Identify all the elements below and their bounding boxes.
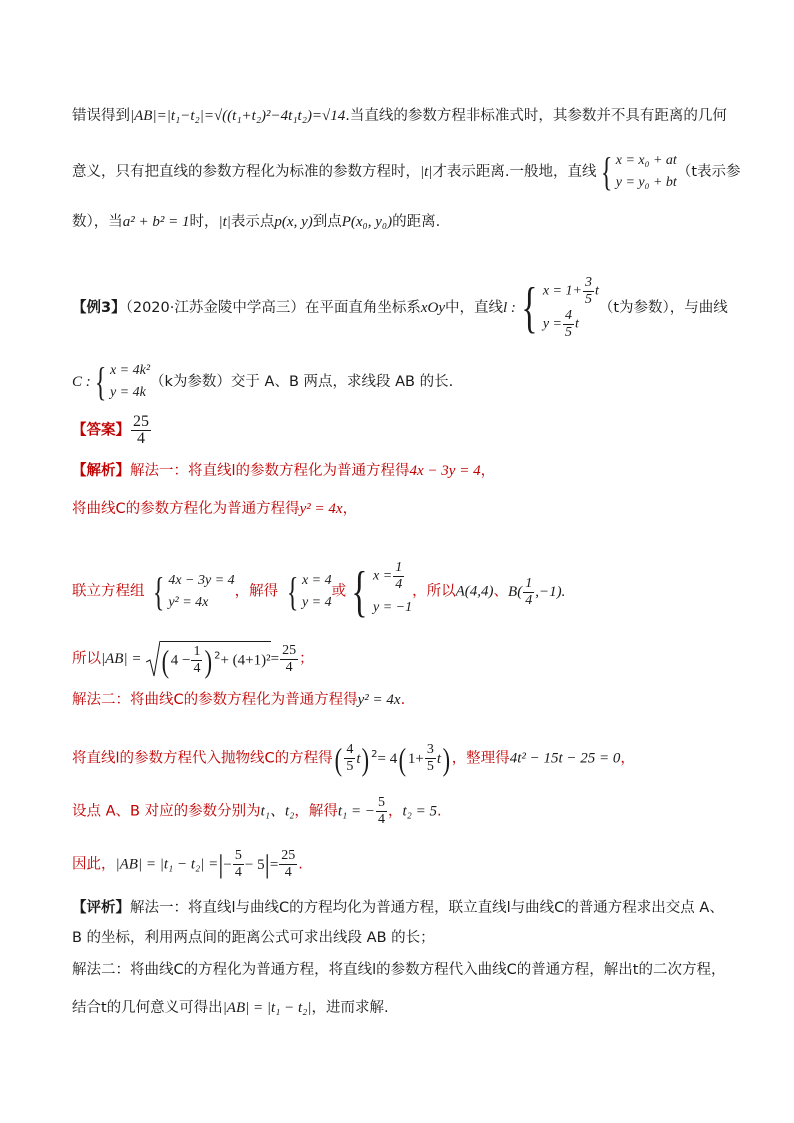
answer-value: $\frac{25}{4}$ [133, 413, 149, 447]
formula: |AB|=|t₁−t₂|=√((t₁+t₂)²−4t₁t₂)=√14 [130, 108, 346, 124]
review-line-3: 解法二：将曲线C的方程化为普通方程，将直线l的参数方程代入曲线C的普通方程，解出t的二次方程， [72, 962, 726, 978]
solution-line-3: 联立方程组 { 4x − 3y = 4 y² = 4x ，解得 { x = 4 y = 4 或 { x = $\frac{1}{4}$ y = −1 ，所以A(4,4)、B( $\frac{1}{4}$ ,−1). [72, 560, 566, 623]
text: .当直线的参数方程非标准式时，其参数并不具有距离的几何 [345, 108, 727, 124]
solution-line-6: 将直线l的参数方程代入抛物线C的方程得( $\frac{4}{5}$ t) $^2$= 4( 1+ $\frac{3}{5}$ t) ，整理得4t² − 15t − 25 = 0， [72, 740, 635, 777]
review-line-2: B 的坐标，利用两点间的距离公式可求出线段 AB 的长； [72, 930, 435, 946]
solution-line-2: 将曲线C的参数方程化为普通方程得y² = 4x， [72, 501, 358, 517]
example-line-2: C : { x = 4k² y = 4k （k为参数）交于 A、B 两点，求线段 AB 的长. [72, 359, 454, 404]
solution-line-8: 因此，|AB| = |t₁ − t₂| =|− $\frac{5}{4}$ − 5|= $\frac{25}{4}$ . [72, 848, 303, 880]
text: 错误得到 [72, 108, 130, 124]
line-param-system: { x = 1+ $\frac{3}{5}$ t y = $\frac{4}{5}$ t [521, 275, 599, 340]
para-line-3: 数），当a² + b² = 1时，|t|表示点p(x, y)到点P(x₀, y₀)的距离. [72, 214, 441, 230]
solution-line-5: 解法二：将曲线C的参数方程化为普通方程得y² = 4x. [72, 692, 406, 708]
sqrt-expression: ( 4 − $\frac{1}{4}$ ) $^2$+ (4+1)² [146, 640, 271, 678]
text: 才表示距离.一般地，直线 [432, 164, 597, 180]
text: （t表示参 [676, 164, 741, 180]
formula: |t| [420, 164, 433, 180]
solution-line-1: 【解析】解法一：将直线l的参数方程化为普通方程得4x − 3y = 4， [72, 463, 496, 479]
review-line-1: 【评析】解法一：将直线l与曲线C的方程均化为普通方程，联立直线l与曲线C的普通方程求出交点 A、 [72, 900, 724, 916]
answer-line [72, 414, 152, 447]
example-label: 【例3】 [72, 300, 126, 316]
review-label: 【评析】 [72, 900, 130, 916]
equation-system: { x = x₀ + at y = y₀ + bt [600, 149, 677, 194]
solution-label: 【解析】 [72, 463, 130, 479]
answer-label: 【答案】 [72, 422, 130, 439]
para-line-2 [72, 150, 741, 194]
curve-param-system: { x = 4k² y = 4k [94, 359, 151, 404]
para-line-1 [72, 106, 727, 126]
solution-line-4: 所以|AB| = ( 4 − $\frac{1}{4}$ ) $^2$+ (4+1)²= $\frac{25}{4}$ ； [72, 640, 314, 678]
review-line-4: 结合t的几何意义可得出|AB| = |t₁ − t₂|，进而求解. [72, 1000, 389, 1016]
example-line: 【例3】（2020·江苏金陵中学高三）在平面直角坐标系xOy中，直线l : { x = 1+ $\frac{3}{5}$ t y = $\frac{4}{5}$ t （t为参数），与曲线 [72, 275, 728, 340]
text: 意义，只有把直线的参数方程化为标准的参数方程时， [72, 164, 420, 180]
solution-line-7: 设点 A、B 对应的参数分别为t₁、t₂，解得t₁ = − $\frac{5}{4}$ ，t₂ = 5. [72, 795, 442, 827]
